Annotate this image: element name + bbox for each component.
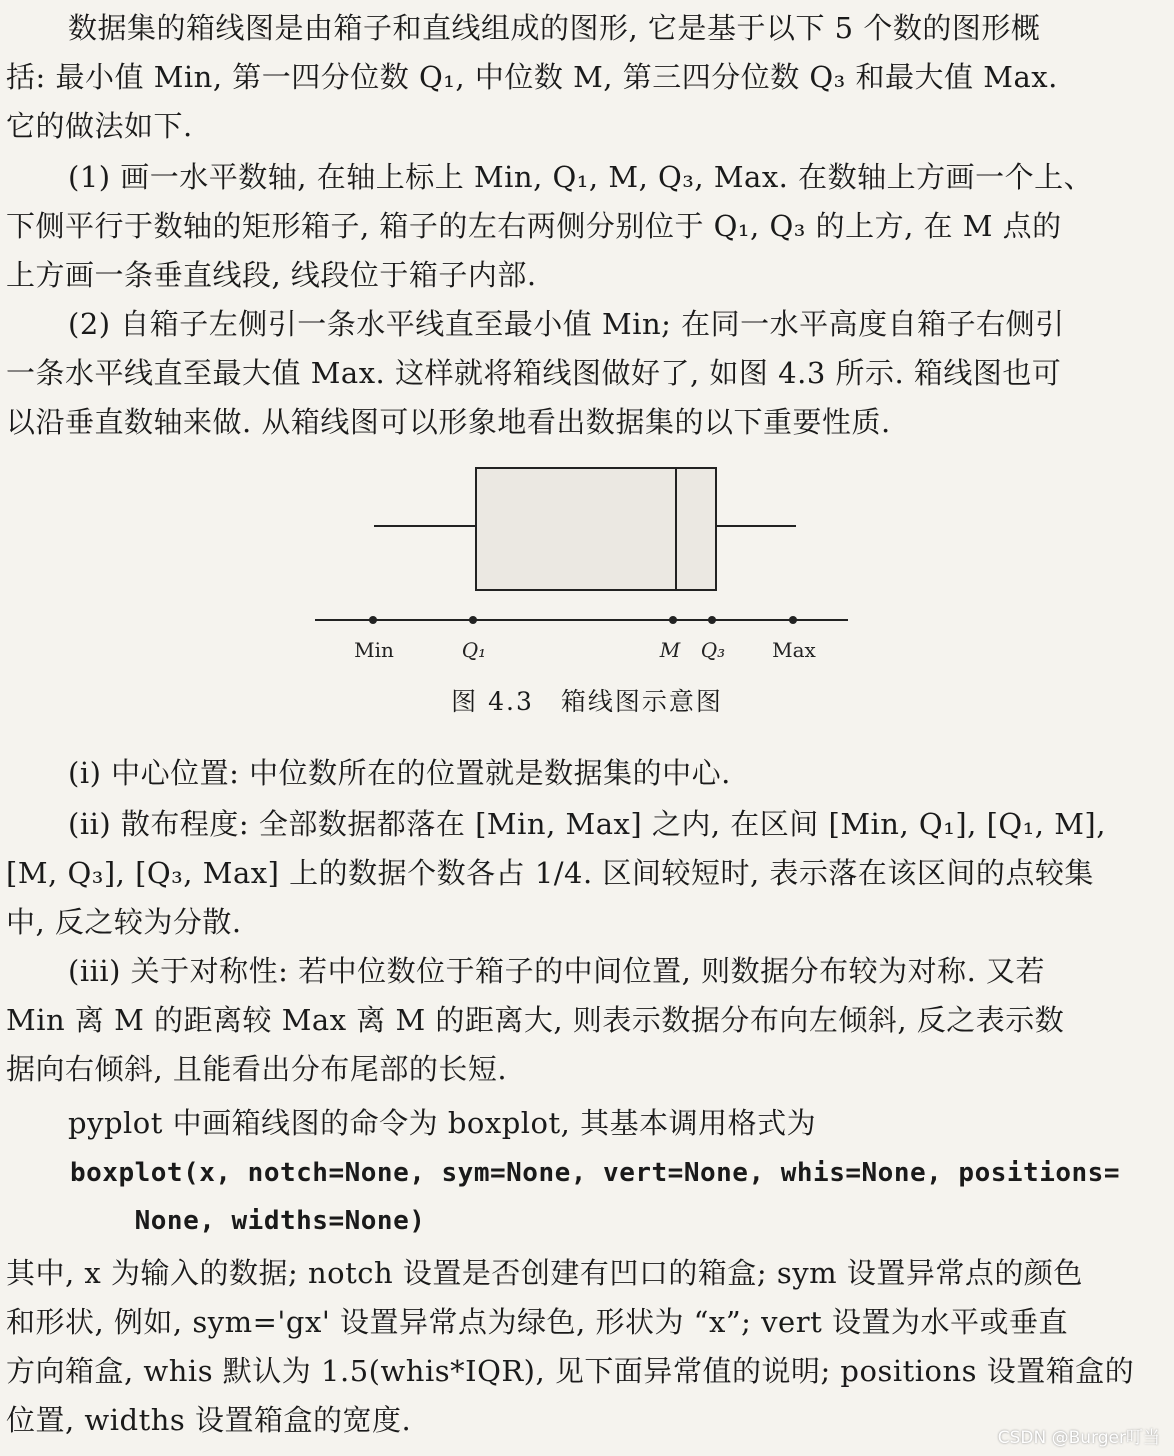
text-line: (ii) 散布程度: 全部数据都落在 [Min, Max] 之内, 在区间 [Min, Q₁], [Q₁, M], (68, 807, 1106, 841)
text-line: 据向右倾斜, 且能看出分布尾部的长短. (6, 1052, 508, 1086)
text-line: 括: 最小值 Min, 第一四分位数 Q₁, 中位数 M, 第三四分位数 Q₃ 和最大值 Max. (6, 60, 1058, 94)
figure-caption: 图 4.3 箱线图示意图 (451, 687, 723, 716)
paragraph-pyplot (6, 1099, 1174, 1148)
text-line: 方向箱盒, whis 默认为 1.5(whis*IQR), 见下面异常值的说明; positions 设置箱盒的 (6, 1354, 1135, 1388)
q3-label: Q₃ (700, 638, 726, 662)
paragraph-center (6, 749, 1174, 798)
paragraph-intro (6, 4, 1174, 151)
box-fill (476, 468, 716, 590)
median-point (669, 616, 677, 624)
min-label: Min (354, 638, 394, 662)
text-line: 其中, x 为输入的数据; notch 设置是否创建有凹口的箱盒; sym 设置异常点的颜色 (6, 1256, 1083, 1290)
max-label: Max (772, 638, 816, 662)
code-line: None, widths=None) (70, 1206, 426, 1236)
text-line: 中, 反之较为分散. (6, 905, 242, 939)
text-line: 一条水平线直至最大值 Max. 这样就将箱线图做好了, 如图 4.3 所示. 箱线图也可 (6, 356, 1062, 390)
text-line: Min 离 M 的距离较 Max 离 M 的距离大, 则表示数据分布向左倾斜, 反之表示数 (6, 1003, 1065, 1037)
text-line: (i) 中心位置: 中位数所在的位置就是数据集的中心. (68, 756, 731, 790)
text-line: 上方画一条垂直线段, 线段位于箱子内部. (6, 258, 537, 292)
text-line: pyplot 中画箱线图的命令为 boxplot, 其基本调用格式为 (68, 1106, 817, 1140)
text-line: (iii) 关于对称性: 若中位数位于箱子的中间位置, 则数据分布较为对称. 又若 (68, 954, 1046, 988)
text-line: [M, Q₃], [Q₃, Max] 上的数据个数各占 1/4. 区间较短时, 表示落在该区间的点较集 (6, 856, 1094, 890)
q1-label: Q₁ (461, 638, 487, 662)
median-label: M (659, 638, 681, 662)
text-line: 数据集的箱线图是由箱子和直线组成的图形, 它是基于以下 5 个数的图形概 (68, 11, 1041, 45)
boxplot-diagram (300, 455, 870, 685)
paragraph-spread (6, 800, 1174, 947)
text-line: 位置, widths 设置箱盒的宽度. (6, 1403, 412, 1437)
max-point (789, 616, 797, 624)
text-line: 和形状, 例如, sym='gx' 设置异常点为绿色, 形状为 “x”; vert 设置为水平或垂直 (6, 1305, 1068, 1339)
watermark: CSDN @Burger叮当 (997, 1428, 1160, 1448)
text-line: 它的做法如下. (6, 109, 193, 143)
q1-point (469, 616, 477, 624)
text-line: (2) 自箱子左侧引一条水平线直至最小值 Min; 在同一水平高度自箱子右侧引 (68, 307, 1065, 341)
paragraph-step-1 (6, 153, 1174, 300)
text-line: 以沿垂直数轴来做. 从箱线图可以形象地看出数据集的以下重要性质. (6, 405, 891, 439)
paragraph-parameters (6, 1249, 1166, 1445)
boxplot-figure (300, 455, 870, 685)
code-line: boxplot(x, notch=None, sym=None, vert=None, whis=None, positions= (70, 1158, 1120, 1188)
text-line: (1) 画一水平数轴, 在轴上标上 Min, Q₁, M, Q₃, Max. 在数轴上方画一个上、 (68, 160, 1094, 194)
paragraph-step-2 (6, 300, 1174, 447)
paragraph-symmetry (6, 947, 1174, 1094)
min-point (369, 616, 377, 624)
text-line: 下侧平行于数轴的矩形箱子, 箱子的左右两侧分别位于 Q₁, Q₃ 的上方, 在 M 点的 (6, 209, 1062, 243)
q3-point (708, 616, 716, 624)
